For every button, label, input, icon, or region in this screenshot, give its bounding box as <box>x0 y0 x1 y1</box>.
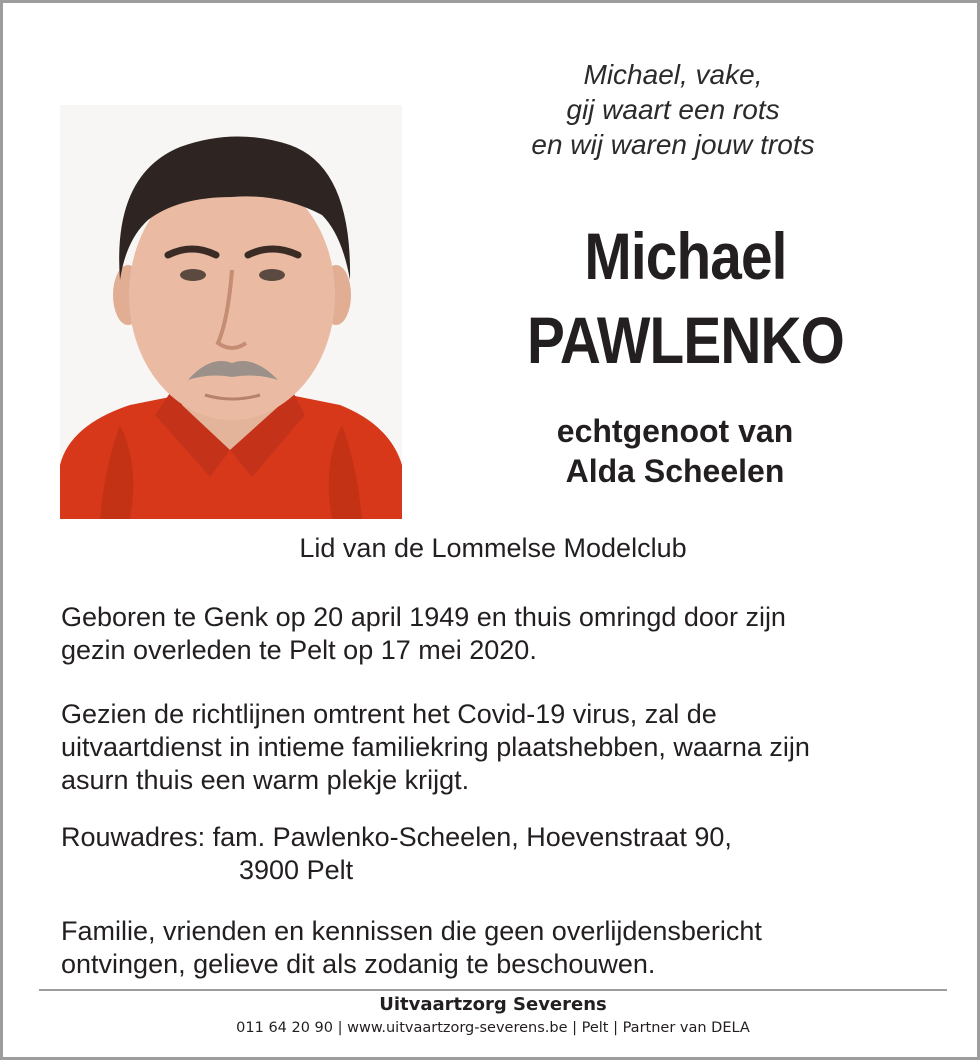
memorial-poem <box>458 57 888 162</box>
address-line: Rouwadres: fam. Pawlenko-Scheelen, Hoevenstraat 90, <box>61 822 732 852</box>
funeral-home-contact: 011 64 20 90 | www.uitvaartzorg-severens.be | Pelt | Partner van DELA <box>236 1020 750 1036</box>
paragraph-line: Geboren te Genk op 20 april 1949 en thuis omringd door zijn <box>61 602 786 632</box>
mourning-address <box>61 821 941 887</box>
paragraph-line: uitvaartdienst in intieme familiekring plaatshebben, waarna zijn <box>61 732 810 762</box>
spouse-name: Alda Scheelen <box>565 453 785 489</box>
address-line: 3900 Pelt <box>239 855 354 885</box>
funeral-home-name: Uitvaartzorg Severens <box>379 994 607 1015</box>
portrait-illustration <box>60 105 402 519</box>
paragraph-line: asurn thuis een warm plekje krijgt. <box>61 765 470 795</box>
covid-notice-paragraph <box>61 698 941 797</box>
deceased-name <box>490 217 881 379</box>
birth-death-paragraph <box>61 601 941 667</box>
paragraph-line: Familie, vrienden en kennissen die geen overlijdensbericht <box>61 916 762 946</box>
last-name: PAWLENKO <box>527 303 844 377</box>
paragraph-line: ontvingen, gelieve dit als zodanig te beschouwen. <box>61 949 656 979</box>
portrait-photo <box>60 105 402 519</box>
paragraph-line: Gezien de richtlijnen omtrent het Covid-19 virus, zal de <box>61 699 717 729</box>
footer-divider <box>39 989 947 991</box>
notice-paragraph <box>61 915 941 981</box>
spouse-relation: echtgenoot van <box>556 413 794 449</box>
first-name: Michael <box>584 219 787 293</box>
poem-line: en wij waren jouw trots <box>531 129 815 160</box>
membership-line: Lid van de Lommelse Modelclub <box>299 533 687 563</box>
poem-line: Michael, vake, <box>583 59 763 90</box>
poem-line: gij waart een rots <box>566 94 780 125</box>
spouse-block <box>475 411 875 491</box>
paragraph-line: gezin overleden te Pelt op 17 mei 2020. <box>61 635 537 665</box>
